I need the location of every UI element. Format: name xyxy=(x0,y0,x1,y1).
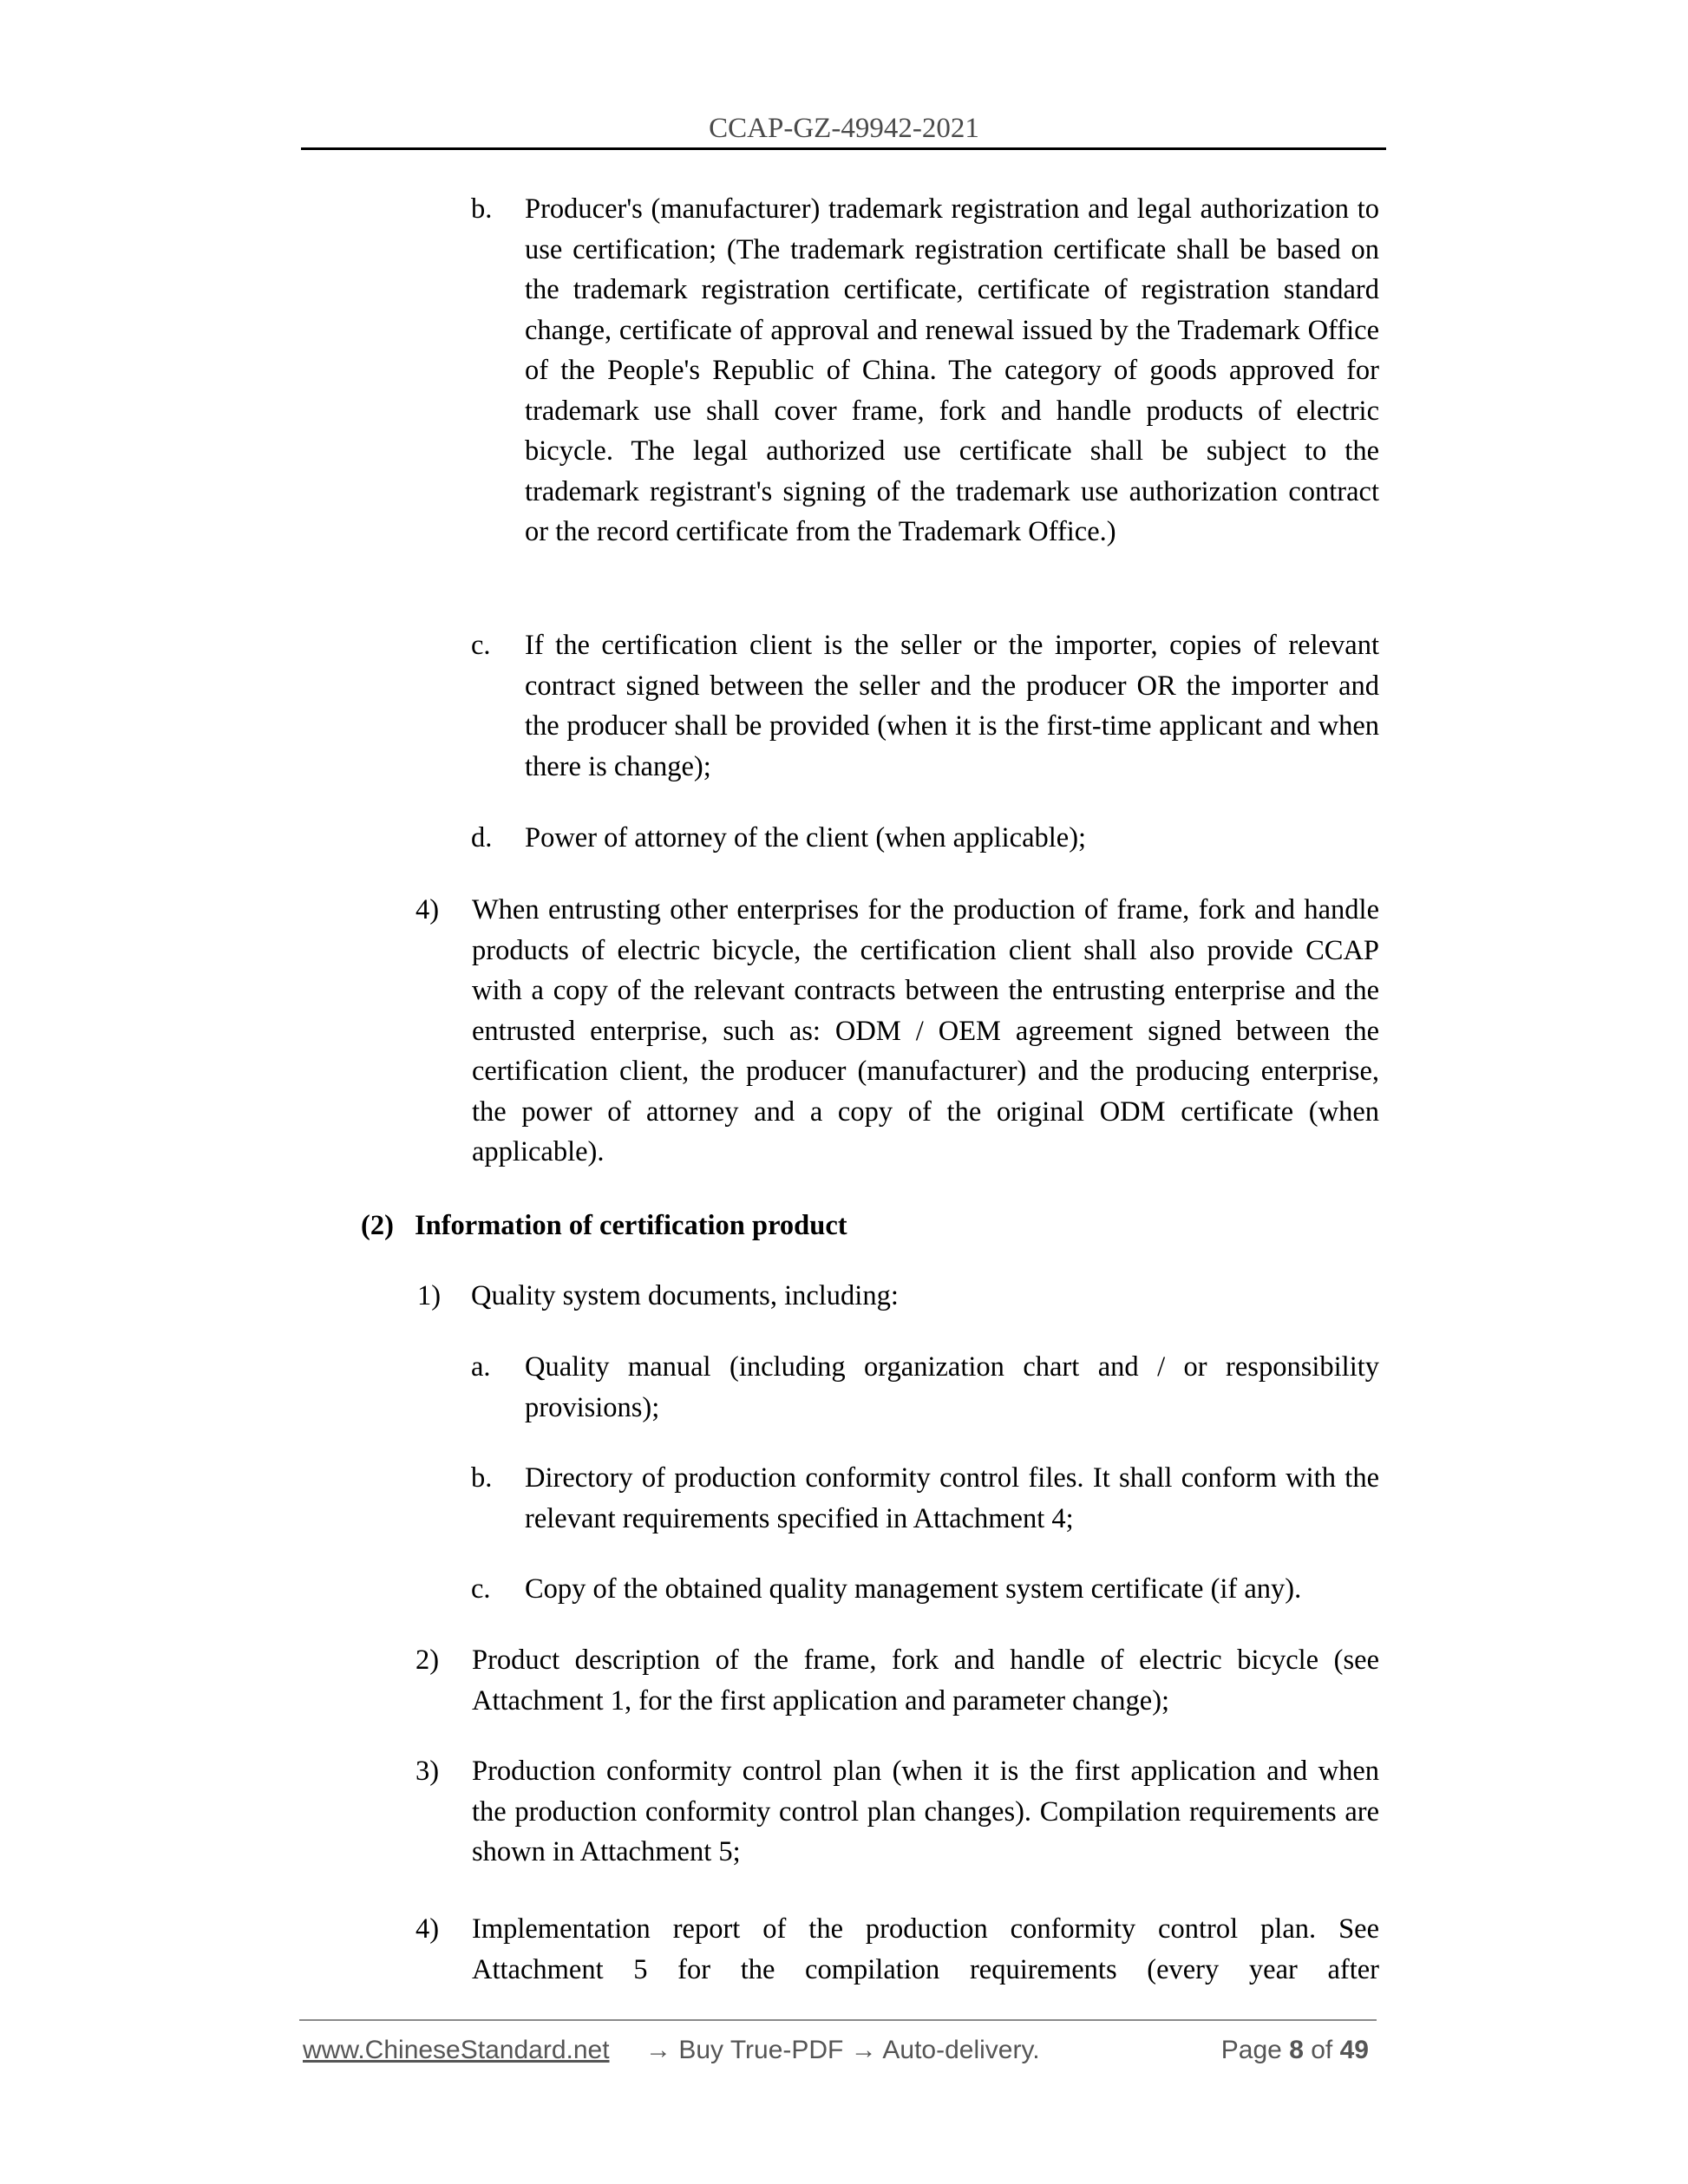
section-number: (2) xyxy=(361,1210,394,1241)
list-marker: 4) xyxy=(415,894,440,925)
list-item-a-quality-manual xyxy=(471,1347,1379,1430)
list-item-text: Power of attorney of the client (when applicable); xyxy=(525,822,1087,853)
list-marker: a. xyxy=(471,1351,491,1383)
list-item-text: Quality system documents, including: xyxy=(471,1280,899,1311)
page-total: 49 xyxy=(1339,2036,1369,2064)
list-marker: b. xyxy=(471,1462,493,1494)
list-item-text: Production conformity control plan (when it is the first application and when the production conformity control plan changes). Compilation requirements are shown in Attachment 5; xyxy=(472,1756,1379,1867)
site-link[interactable]: www.ChineseStandard.net xyxy=(303,2036,610,2064)
list-marker: 4) xyxy=(415,1913,440,1945)
list-item-2-product-description xyxy=(415,1640,1379,1723)
list-item-b-control-files-directory xyxy=(471,1458,1379,1541)
list-marker: 1) xyxy=(417,1280,442,1311)
page-indicator xyxy=(1221,2033,1369,2068)
list-item-text: Copy of the obtained quality management system certificate (if any). xyxy=(525,1573,1302,1605)
list-item-4-implementation-report xyxy=(415,1909,1379,1992)
document-id-header: CCAP-GZ-49942-2021 xyxy=(709,113,979,144)
list-item-text: When entrusting other enterprises for the production of frame, fork and handle products of electric bicycle, the certification client shall also provide CCAP with a copy of the relevant contracts between the entrusting enterprise and the entrusted enterprise, such as: ODM / OEM agreement signed between the certification client, the producer (manufacturer) and the producing enterprise, the power of attorney and a copy of the original ODM certificate (when applicable). xyxy=(472,894,1379,1167)
list-item-1-quality-system-documents xyxy=(417,1276,1379,1319)
list-item-text: Implementation report of the production conformity control plan. See Attachment 5 for the compilation requirements (every year after xyxy=(472,1913,1379,1985)
list-item-b-trademark xyxy=(471,189,1379,597)
list-item-c-contract-copies xyxy=(471,625,1379,790)
list-marker: 2) xyxy=(415,1645,440,1676)
list-item-d-power-of-attorney xyxy=(471,818,1379,861)
list-item-4-entrusting-enterprises xyxy=(415,890,1379,1176)
page-footer xyxy=(303,2033,1378,2068)
list-marker: 3) xyxy=(415,1756,440,1787)
footer-divider xyxy=(299,2019,1377,2021)
page-current: 8 xyxy=(1289,2036,1304,2064)
list-marker: c. xyxy=(471,1573,491,1605)
list-item-text: Product description of the frame, fork and handle of electric bicycle (see Attachment 1, for the first application and parameter change); xyxy=(472,1645,1379,1716)
header-divider xyxy=(301,147,1386,150)
list-item-3-control-plan xyxy=(415,1751,1379,1874)
list-item-text: Producer's (manufacturer) trademark registration and legal authorization to use certification; (The trademark registration certificate shall be based on the trademark registration certificate, certificate of registration standard change, certificate of approval and renewal issued by the Trademark Office of the People's Republic of China. The category of goods approved for trademark use shall cover frame, fork and handle products of electric bicycle. The legal authorized use certificate shall be subject to the trademark registrant's signing of the trademark use authorization contract or the record certificate from the Trademark Office.) xyxy=(525,193,1379,547)
promo-text: → Buy True-PDF → Auto-delivery. xyxy=(645,2036,1040,2064)
list-item-text: Directory of production conformity control files. It shall conform with the relevant requirements specified in Attachment 4; xyxy=(525,1462,1379,1534)
list-marker: b. xyxy=(471,193,493,225)
list-marker: c. xyxy=(471,630,491,661)
section-title: Information of certification product xyxy=(415,1210,847,1241)
list-item-text: If the certification client is the seller or the importer, copies of relevant contract signed between the seller and the producer OR the importer and the producer shall be provided (when it is the first-time applicant and when there is change); xyxy=(525,630,1379,782)
list-item-c-qms-certificate xyxy=(471,1569,1379,1612)
page-label: Page xyxy=(1220,2036,1282,2064)
list-marker: d. xyxy=(471,822,493,853)
page-of-label: of xyxy=(1311,2036,1333,2064)
list-item-text: Quality manual (including organization chart and / or responsibility provisions); xyxy=(525,1351,1379,1423)
section-heading-certification-product xyxy=(361,1206,1379,1249)
